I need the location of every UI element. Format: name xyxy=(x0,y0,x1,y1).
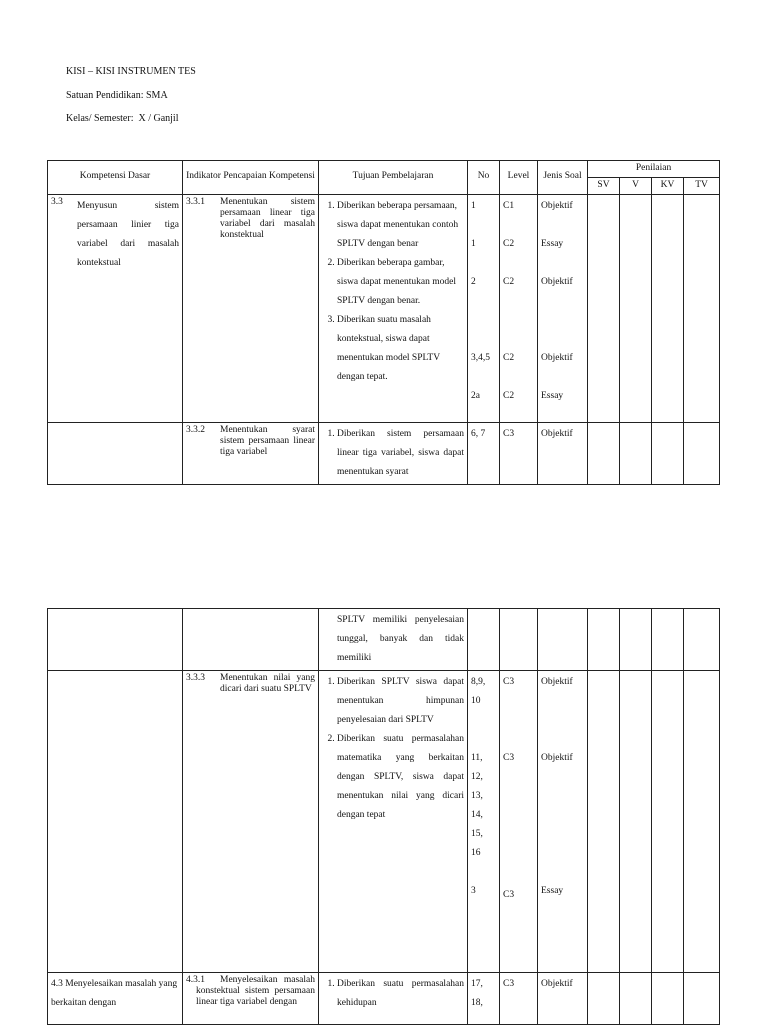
item-number xyxy=(471,711,496,730)
jenis-value xyxy=(541,292,584,311)
jenis-value: Objektif xyxy=(541,979,573,989)
jenis-cell xyxy=(538,671,588,973)
jenis-value xyxy=(541,844,584,863)
jenis-value xyxy=(541,825,584,844)
item-number: 10 xyxy=(471,696,481,706)
item-number: 1 xyxy=(471,200,476,211)
item-number xyxy=(471,368,496,387)
jenis-value xyxy=(541,711,584,730)
col-header-kd: Kompetensi Dasar xyxy=(48,161,183,195)
item-number xyxy=(471,216,496,235)
tujuan-item: 1. Diberikan beberapa persamaan, siswa dapat menentukan contoh SPLTV dengan benar xyxy=(337,197,464,254)
score-cell-tv xyxy=(684,973,720,1025)
item-number: 3 xyxy=(471,886,476,896)
tujuan-item: 3. Diberikan suatu masalah kontekstual, siswa dapat menentukan model SPLTV dengan tepat. xyxy=(337,311,464,387)
level-value xyxy=(503,330,534,349)
indikator-cell xyxy=(183,609,319,671)
col-header-penilaian: Penilaian xyxy=(588,161,720,178)
kd-text: 4.3 Menyelesaikan masalah yang berkaitan dengan xyxy=(51,979,178,1008)
col-header-tv: TV xyxy=(684,177,720,194)
table-row xyxy=(48,422,720,484)
level-value xyxy=(503,787,534,806)
col-header-jenis: Jenis Soal xyxy=(538,161,588,195)
jenis-value: Essay xyxy=(541,238,564,249)
score-cell-kv xyxy=(652,973,684,1025)
table-row xyxy=(48,609,720,671)
col-header-level: Level xyxy=(500,161,538,195)
jenis-value: Essay xyxy=(541,886,564,896)
level-value: C3 xyxy=(503,979,515,989)
level-value xyxy=(503,311,534,330)
indikator-number: 3.3.2 xyxy=(186,424,205,435)
level-value xyxy=(503,825,534,844)
level-value: C3 xyxy=(503,428,515,439)
level-value xyxy=(503,730,534,749)
item-number: 2 xyxy=(471,276,476,287)
jenis-value xyxy=(541,787,584,806)
indikator-cell xyxy=(183,671,319,973)
school-level: Satuan Pendidikan: SMA xyxy=(66,90,168,101)
jenis-value: Objektif xyxy=(541,753,573,763)
tujuan-item: 2. Diberikan suatu permasalahan matematika yang berkaitan dengan SPLTV, siswa dapat menentukan nilai yang dicari dengan tepat xyxy=(337,730,464,825)
jenis-cell xyxy=(538,973,588,1025)
item-number: 17, xyxy=(471,979,483,989)
item-number: 18, xyxy=(471,998,483,1008)
kd-cell xyxy=(48,671,183,973)
score-cell-v xyxy=(620,194,652,422)
tujuan-cell xyxy=(319,671,468,973)
item-number xyxy=(471,863,496,882)
document-title: KISI – KISI INSTRUMEN TES xyxy=(66,66,196,77)
tujuan-cell xyxy=(319,609,468,671)
score-cell-tv xyxy=(684,671,720,973)
score-cell-v xyxy=(620,671,652,973)
level-value xyxy=(503,863,534,882)
item-number xyxy=(471,292,496,311)
kd-cell xyxy=(48,973,183,1025)
no-cell xyxy=(468,671,500,973)
level-cell xyxy=(500,422,538,484)
indikator-number: 4.3.1 xyxy=(186,975,205,985)
table-row xyxy=(48,973,720,1025)
jenis-value xyxy=(541,330,584,349)
item-number: 8,9, xyxy=(471,677,486,687)
tujuan-item: 1. Diberikan sistem persamaan linear tiga variabel, siswa dapat menentukan syarat xyxy=(337,425,464,482)
col-header-kv: KV xyxy=(652,177,684,194)
level-value: C2 xyxy=(503,390,515,401)
jenis-cell xyxy=(538,194,588,422)
score-cell-sv xyxy=(588,973,620,1025)
score-cell-sv xyxy=(588,194,620,422)
score-cell-sv xyxy=(588,671,620,973)
item-number: 2a xyxy=(471,390,480,401)
kd-cell xyxy=(48,422,183,484)
level-value: C2 xyxy=(503,238,515,249)
grid-table-1 xyxy=(47,160,720,485)
item-number: 15, xyxy=(471,829,483,839)
jenis-value: Objektif xyxy=(541,276,573,287)
col-header-no: No xyxy=(468,161,500,195)
item-number: 11, xyxy=(471,753,483,763)
item-number: 14, xyxy=(471,810,483,820)
kd-text: Menyusun sistem persamaan linier tiga variabel dari masalah kontekstual xyxy=(77,200,179,268)
indikator-cell xyxy=(183,973,319,1025)
no-cell xyxy=(468,973,500,1025)
table-row xyxy=(48,671,720,973)
indikator-text: Menentukan syarat sistem persamaan linear tiga variabel xyxy=(220,424,315,457)
item-number: 6, 7 xyxy=(471,428,486,439)
jenis-value: Essay xyxy=(541,390,564,401)
level-value: C3 xyxy=(503,753,515,763)
jenis-value xyxy=(541,254,584,273)
level-value xyxy=(503,216,534,235)
level-cell xyxy=(500,609,538,671)
kd-cell xyxy=(48,194,183,422)
indikator-text: Menentukan sistem persamaan linear tiga variabel dari masalah konstektual xyxy=(220,196,315,240)
jenis-value: Objektif xyxy=(541,677,573,687)
level-value: C3 xyxy=(503,677,515,687)
level-value: C2 xyxy=(503,276,515,287)
kd-number: 3.3 xyxy=(51,196,63,207)
col-header-v: V xyxy=(620,177,652,194)
jenis-value xyxy=(541,768,584,787)
level-value xyxy=(503,768,534,787)
level-cell xyxy=(500,973,538,1025)
score-cell-tv xyxy=(684,194,720,422)
grid-table-2 xyxy=(47,608,720,1025)
level-cell xyxy=(500,194,538,422)
level-value: C3 xyxy=(503,890,515,900)
kd-cell xyxy=(48,609,183,671)
level-value: C2 xyxy=(503,352,515,363)
score-cell-v xyxy=(620,609,652,671)
tujuan-cell xyxy=(319,422,468,484)
level-value xyxy=(503,711,534,730)
col-header-tujuan: Tujuan Pembelajaran xyxy=(319,161,468,195)
jenis-cell xyxy=(538,609,588,671)
score-cell-kv xyxy=(652,422,684,484)
indikator-number: 3.3.3 xyxy=(186,673,205,683)
jenis-value xyxy=(541,368,584,387)
col-header-sv: SV xyxy=(588,177,620,194)
item-number xyxy=(471,330,496,349)
score-cell-kv xyxy=(652,194,684,422)
score-cell-sv xyxy=(588,422,620,484)
jenis-cell xyxy=(538,422,588,484)
indikator-cell xyxy=(183,422,319,484)
col-header-indikator: Indikator Pencapaian Kompetensi xyxy=(183,161,319,195)
tujuan-cell xyxy=(319,194,468,422)
level-cell xyxy=(500,671,538,973)
jenis-value: Objektif xyxy=(541,428,573,439)
jenis-value xyxy=(541,216,584,235)
item-number: 3,4,5 xyxy=(471,352,490,363)
jenis-value: Objektif xyxy=(541,352,573,363)
score-cell-kv xyxy=(652,609,684,671)
jenis-value: Objektif xyxy=(541,200,573,211)
tujuan-item: 1. Diberikan SPLTV siswa dapat menentukan himpunan penyelesaian dari SPLTV xyxy=(337,673,464,730)
score-cell-kv xyxy=(652,671,684,973)
item-number: 1 xyxy=(471,238,476,249)
item-number: 16 xyxy=(471,848,481,858)
level-value: C1 xyxy=(503,200,515,211)
level-value xyxy=(503,806,534,825)
jenis-value xyxy=(541,806,584,825)
level-value xyxy=(503,692,534,711)
level-value xyxy=(503,254,534,273)
no-cell xyxy=(468,422,500,484)
level-value xyxy=(503,844,534,863)
item-number: 13, xyxy=(471,791,483,801)
class-semester: Kelas/ Semester: X / Ganjil xyxy=(66,113,179,124)
score-cell-tv xyxy=(684,422,720,484)
item-number xyxy=(471,730,496,749)
jenis-value xyxy=(541,730,584,749)
tujuan-cell xyxy=(319,973,468,1025)
item-number: 12, xyxy=(471,772,483,782)
score-cell-v xyxy=(620,973,652,1025)
indikator-text: Menyelesaikan masalah konstektual sistem persamaan linear tiga variabel dengan xyxy=(196,975,315,1007)
no-cell xyxy=(468,194,500,422)
level-value xyxy=(503,368,534,387)
item-number xyxy=(471,254,496,273)
indikator-text: Menentukan nilai yang dicari dari suatu SPLTV xyxy=(220,673,315,694)
jenis-value xyxy=(541,311,584,330)
table-row xyxy=(48,194,720,422)
score-cell-tv xyxy=(684,609,720,671)
score-cell-sv xyxy=(588,609,620,671)
indikator-cell xyxy=(183,194,319,422)
jenis-value xyxy=(541,692,584,711)
no-cell xyxy=(468,609,500,671)
tujuan-continuation: SPLTV memiliki penyelesaian tunggal, banyak dan tidak memiliki xyxy=(337,615,464,663)
jenis-value xyxy=(541,863,584,882)
indikator-number: 3.3.1 xyxy=(186,196,205,207)
level-value xyxy=(503,292,534,311)
score-cell-v xyxy=(620,422,652,484)
item-number xyxy=(471,311,496,330)
tujuan-item: 2. Diberikan beberapa gambar, siswa dapat menentukan model SPLTV dengan benar. xyxy=(337,254,464,311)
tujuan-item: 1. Diberikan suatu permasalahan kehidupan xyxy=(337,975,464,1013)
